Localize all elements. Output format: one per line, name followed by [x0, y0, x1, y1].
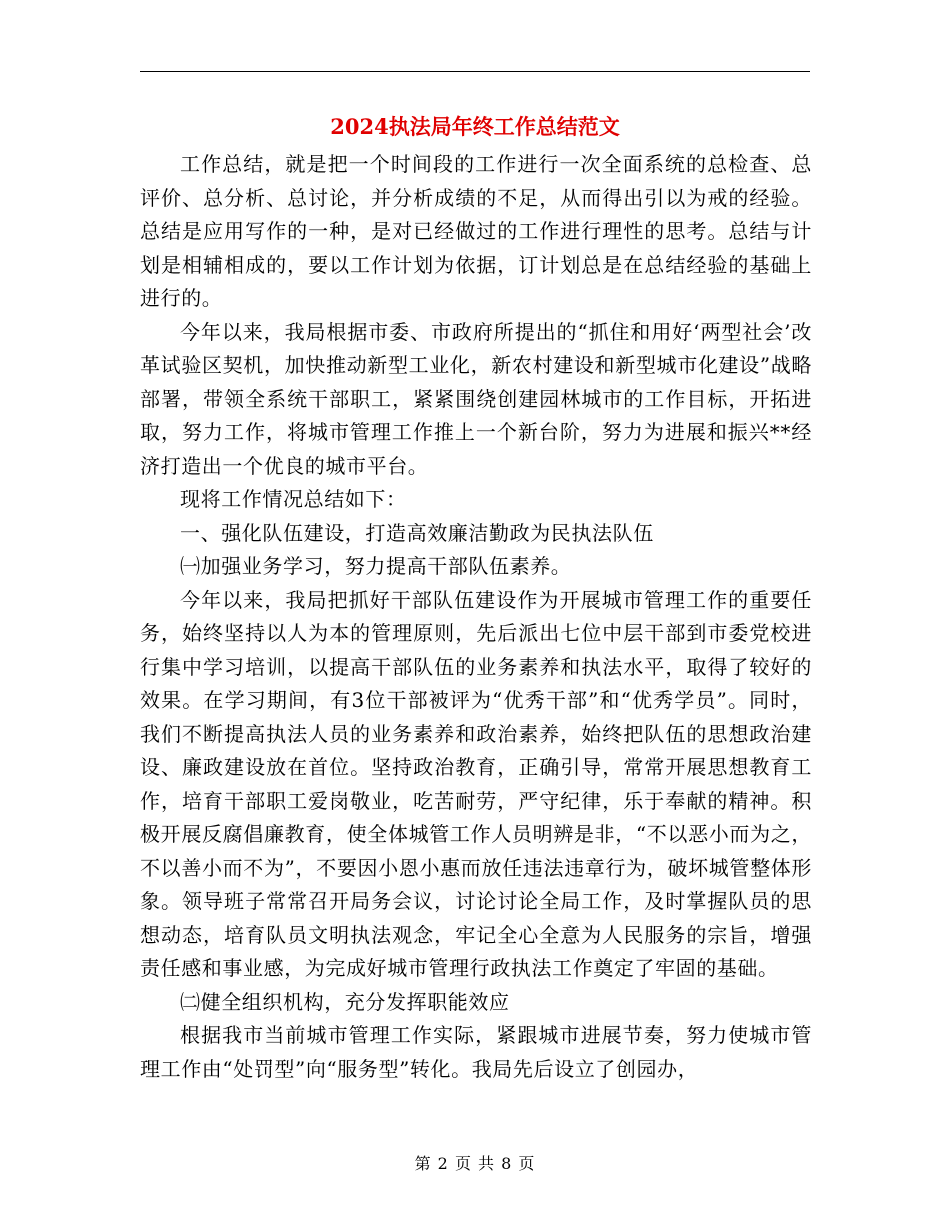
subsection-heading-1: ㈠加强业务学习，努力提高干部队伍素养。 — [180, 554, 572, 578]
header-rule — [140, 71, 810, 72]
document-body — [140, 148, 812, 1086]
paragraph-background: 今年以来，我局根据市委、市政府所提出的“抓住和用好‘两型社会’改革试验区契机，加快推动新型工业化，新农村建设和新型城市化建设”战略部署，带领全系统干部职工，紧紧围绕创建园林城市的工作目标，开拓进取，努力工作，将城市管理工作推上一个新台阶，努力为进展和振兴**经济打造出一个优良的城市平台。 — [140, 319, 812, 478]
paragraph-summary-lead: 现将工作情况总结如下： — [180, 487, 407, 511]
page-footer — [0, 1152, 950, 1176]
section-heading-1: 一、强化队伍建设，打造高效廉洁勤政为民执法队伍 — [180, 520, 654, 545]
document-title: 2024执法局年终工作总结范文 — [330, 114, 620, 139]
paragraph-team-building: 今年以来，我局把抓好干部队伍建设作为开展城市管理工作的重要任务，始终坚持以人为本的管理原则，先后派出七位中层干部到市委党校进行集中学习培训，以提高干部队伍的业务素养和执法水平，取得了较好的效果。在学习期间，有3位干部被评为“优秀干部”和“优秀学员”。同时，我们不断提高执法人员的业务素养和政治素养，始终把队伍的思想政治建设、廉政建设放在首位。坚持政治教育，正确引导，常常开展思想教育工作，培育干部职工爱岗敬业，吃苦耐劳，严守纪律，乐于奉献的精神。积极开展反腐倡廉教育，使全体城管工作人员明辨是非，“不以恶小而为之，不以善小而不为”，不要因小恩小惠而放任违法违章行为，破坏城管整体形象。领导班子常常召开局务会议，讨论讨论全局工作，及时掌握队员的思想动态，培育队员文明执法观念，牢记全心全意为人民服务的宗旨，增强责任感和事业感，为完成好城市管理行政执法工作奠定了牢固的基础。 — [140, 587, 812, 980]
paragraph-organization: 根据我市当前城市管理工作实际，紧跟城市进展节奏，努力使城市管理工作由“处罚型”向“服务型”转化。我局先后设立了创园办， — [140, 1023, 812, 1081]
subsection-heading-2: ㈡健全组织机构，充分发挥职能效应 — [180, 989, 510, 1014]
paragraph-intro: 工作总结，就是把一个时间段的工作进行一次全面系统的总检查、总评价、总分析、总讨论，并分析成绩的不足，从而得出引以为戒的经验。总结是应用写作的一种，是对已经做过的工作进行理性的思考。总结与计划是相辅相成的，要以工作计划为依据，订计划总是在总结经验的基础上进行的。 — [140, 152, 812, 310]
page-number: 第 2 页 共 8 页 — [414, 1154, 536, 1173]
